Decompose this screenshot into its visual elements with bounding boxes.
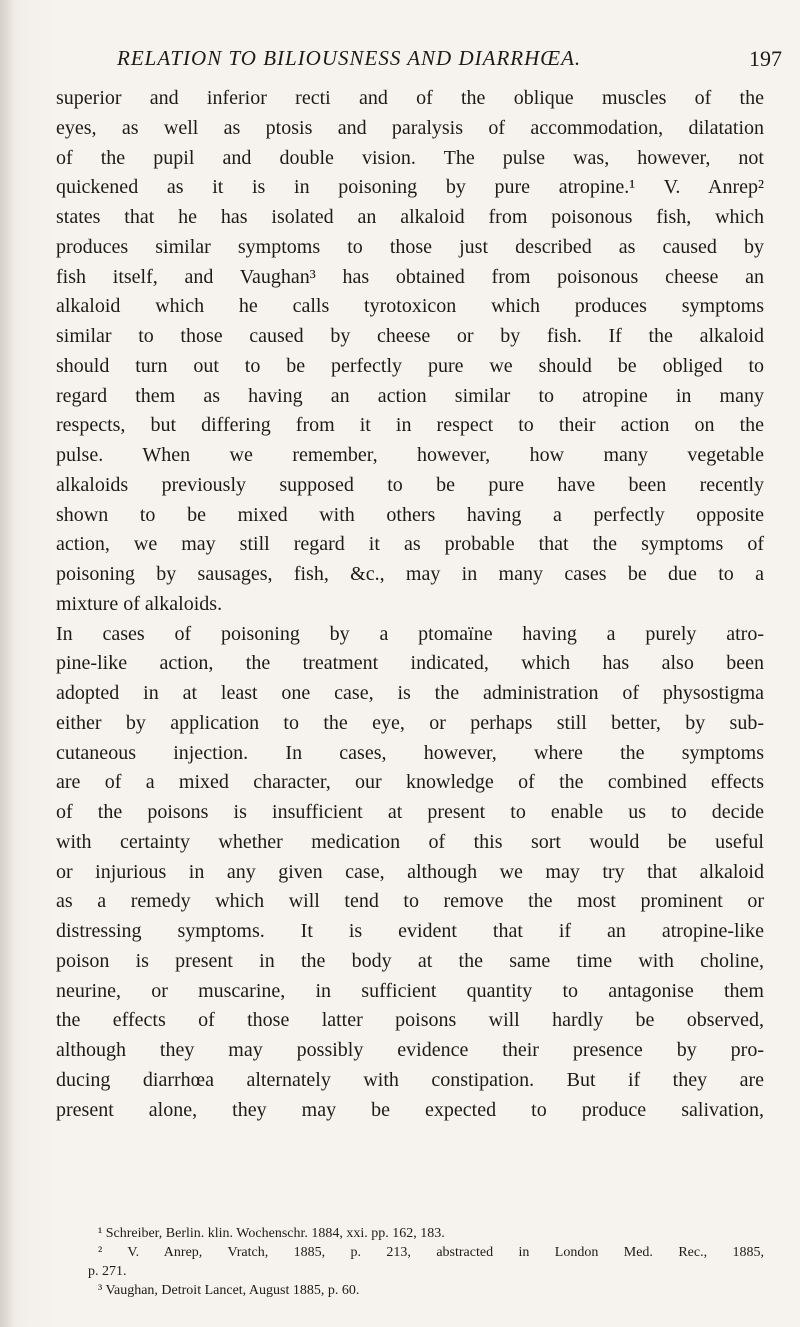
body-text — [56, 84, 764, 1125]
text-line: of the pupil and double vision. The pulse was, however, not — [56, 146, 764, 169]
text-line: are of a mixed character, our knowledge of the combined effects — [56, 771, 764, 794]
text-line: cutaneous injection. In cases, however, where the symptoms — [56, 741, 764, 764]
text-line: present alone, they may be expected to produce salivation, — [56, 1098, 764, 1121]
text-line: ducing diarrhœa alternately with constipation. But if they are — [56, 1068, 764, 1091]
page-number: 197 — [749, 46, 782, 71]
text-line: neurine, or muscarine, in sufficient quantity to antagonise them — [56, 979, 764, 1002]
page-edge-shadow — [0, 0, 14, 1327]
text-line: the effects of those latter poisons will hardly be observed, — [56, 1009, 764, 1032]
footnote-2: ² V. Anrep, Vratch, 1885, p. 213, abstracted in London Med. Rec., 1885, — [98, 1245, 764, 1260]
text-line: with certainty whether medication of this sort would be useful — [56, 830, 764, 853]
text-line: fish itself, and Vaughan³ has obtained from poisonous cheese an — [56, 265, 764, 288]
footnote-3: ³ Vaughan, Detroit Lancet, August 1885, p. 60. — [98, 1283, 360, 1298]
text-line: similar to those caused by cheese or by fish. If the alkaloid — [56, 325, 764, 347]
text-line: eyes, as well as ptosis and paralysis of accommodation, dilatation — [56, 116, 764, 139]
text-line: action, we may still regard it as probable that the symptoms of — [56, 533, 764, 556]
footnotes — [88, 1224, 764, 1300]
text-line: alkaloid which he calls tyrotoxicon which produces symptoms — [56, 295, 764, 318]
text-line: shown to be mixed with others having a perfectly opposite — [56, 503, 764, 526]
text-line: regard them as having an action similar to atropine in many — [56, 384, 764, 407]
text-line: poison is present in the body at the same time with choline, — [56, 949, 764, 972]
text-line: respects, but differing from it in respect to their action on the — [56, 414, 764, 437]
text-line: distressing symptoms. It is evident that if an atropine-like — [56, 920, 764, 942]
footnote-1: ¹ Schreiber, Berlin. klin. Wochenschr. 1884, xxi. pp. 162, 183. — [98, 1226, 445, 1241]
text-line: quickened as it is in poisoning by pure atropine.¹ V. Anrep² — [56, 176, 764, 199]
text-line: pine-like action, the treatment indicated, which has also been — [56, 652, 764, 675]
text-line: although they may possibly evidence their presence by pro- — [56, 1039, 764, 1061]
page-header — [117, 46, 782, 80]
text-line: poisoning by sausages, fish, &c., may in many cases be due to a — [56, 563, 764, 585]
text-line: should turn out to be perfectly pure we should be obliged to — [56, 354, 764, 377]
text-line: alkaloids previously supposed to be pure have been recently — [56, 473, 764, 496]
text-line: adopted in at least one case, is the administration of physostigma — [56, 682, 764, 704]
text-line: superior and inferior recti and of the oblique muscles of the — [56, 87, 764, 109]
text-line: states that he has isolated an alkaloid from poisonous fish, which — [56, 206, 764, 228]
text-line: either by application to the eye, or perhaps still better, by sub- — [56, 711, 764, 734]
text-line: of the poisons is insufficient at present to enable us to decide — [56, 801, 764, 823]
text-line: pulse. When we remember, however, how many vegetable — [56, 444, 764, 466]
text-line: or injurious in any given case, although we may try that alkaloid — [56, 860, 764, 883]
footnote-2-continued: p. 271. — [88, 1264, 127, 1279]
text-line: as a remedy which will tend to remove the most prominent or — [56, 890, 764, 913]
text-line: mixture of alkaloids. — [56, 592, 223, 615]
text-line: In cases of poisoning by a ptomaïne having a purely atro- — [56, 622, 764, 645]
text-line: produces similar symptoms to those just described as caused by — [56, 235, 764, 258]
running-head: RELATION TO BILIOUSNESS AND DIARRHŒA. — [117, 46, 582, 70]
